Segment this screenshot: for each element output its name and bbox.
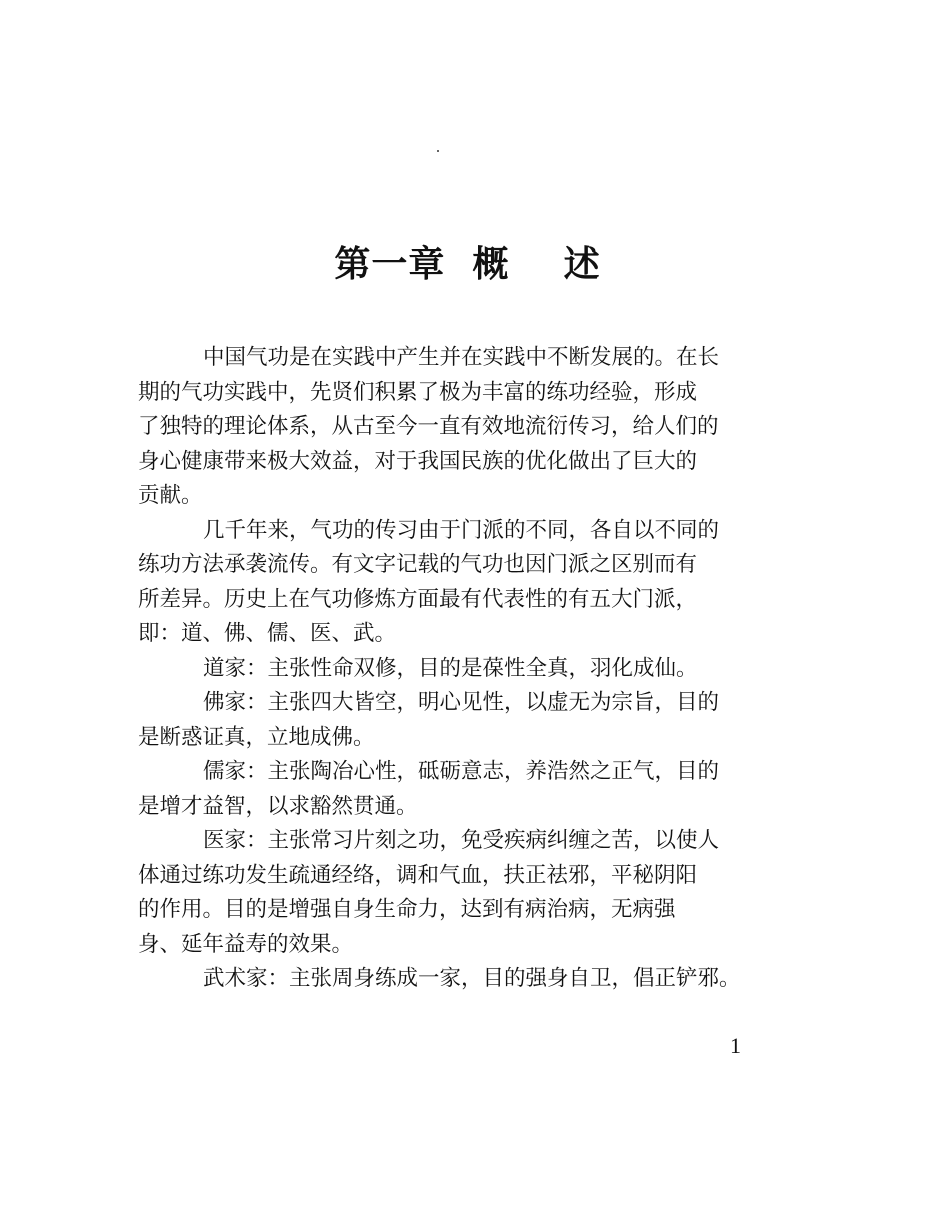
body-text xyxy=(138,341,803,997)
paragraph-buddhist xyxy=(138,686,803,755)
text-line: 所差异。历史上在气功修炼方面最有代表性的有五大门派， xyxy=(138,586,698,612)
paragraph-schools xyxy=(138,514,803,652)
text-line: 贡献。 xyxy=(138,483,203,508)
text-line: 期的气功实践中，先贤们积累了极为丰富的练功经验，形成 xyxy=(138,379,698,405)
text-line: 体通过练功发生疏通经络，调和气血，扶正祛邪，平秘阴阳 xyxy=(138,862,698,888)
text-line: 佛家：主张四大皆空，明心见性，以虚无为宗旨，目的 xyxy=(203,690,720,715)
text-line: 练功方法承袭流传。有文字记载的气功也因门派之区别而有 xyxy=(138,552,698,577)
paragraph-martial xyxy=(138,962,803,997)
text-line: 身、延年益寿的效果。 xyxy=(138,931,354,957)
scan-speck xyxy=(437,150,439,152)
chapter-title: 第一章 概 述 xyxy=(334,243,601,285)
text-line: 道家：主张性命双修，目的是葆性全真，羽化成仙。 xyxy=(203,655,698,681)
text-line: 了独特的理论体系，从古至今一直有效地流衍传习，给人们的 xyxy=(138,414,719,439)
text-line: 身心健康带来极大效益，对于我国民族的优化做出了巨大的 xyxy=(138,448,698,474)
text-line: 中国气功是在实践中产生并在实践中不断发展的。在长 xyxy=(203,345,720,370)
text-line: 医家：主张常习片刻之功，免受疾病纠缠之苦，以使人 xyxy=(203,828,720,853)
text-line: 儒家：主张陶冶心性，砥砺意志，养浩然之正气，目的 xyxy=(203,759,720,784)
paragraph-confucian xyxy=(138,755,803,824)
text-line: 的作用。目的是增强自身生命力，达到有病治病，无病强 xyxy=(138,897,676,922)
text-line: 几千年来，气功的传习由于门派的不同，各自以不同的 xyxy=(203,517,720,543)
text-line: 是增才益智，以求豁然贯通。 xyxy=(138,793,418,819)
text-line: 武术家：主张周身练成一家，目的强身自卫，倡正铲邪。 xyxy=(203,966,741,991)
text-line: 是断惑证真，立地成佛。 xyxy=(138,724,375,750)
page-number: 1 xyxy=(730,1033,741,1058)
paragraph-daoist xyxy=(138,652,803,687)
text-line: 即：道、佛、儒、医、武。 xyxy=(138,621,397,646)
paragraph-intro xyxy=(138,341,803,514)
paragraph-medical xyxy=(138,824,803,962)
